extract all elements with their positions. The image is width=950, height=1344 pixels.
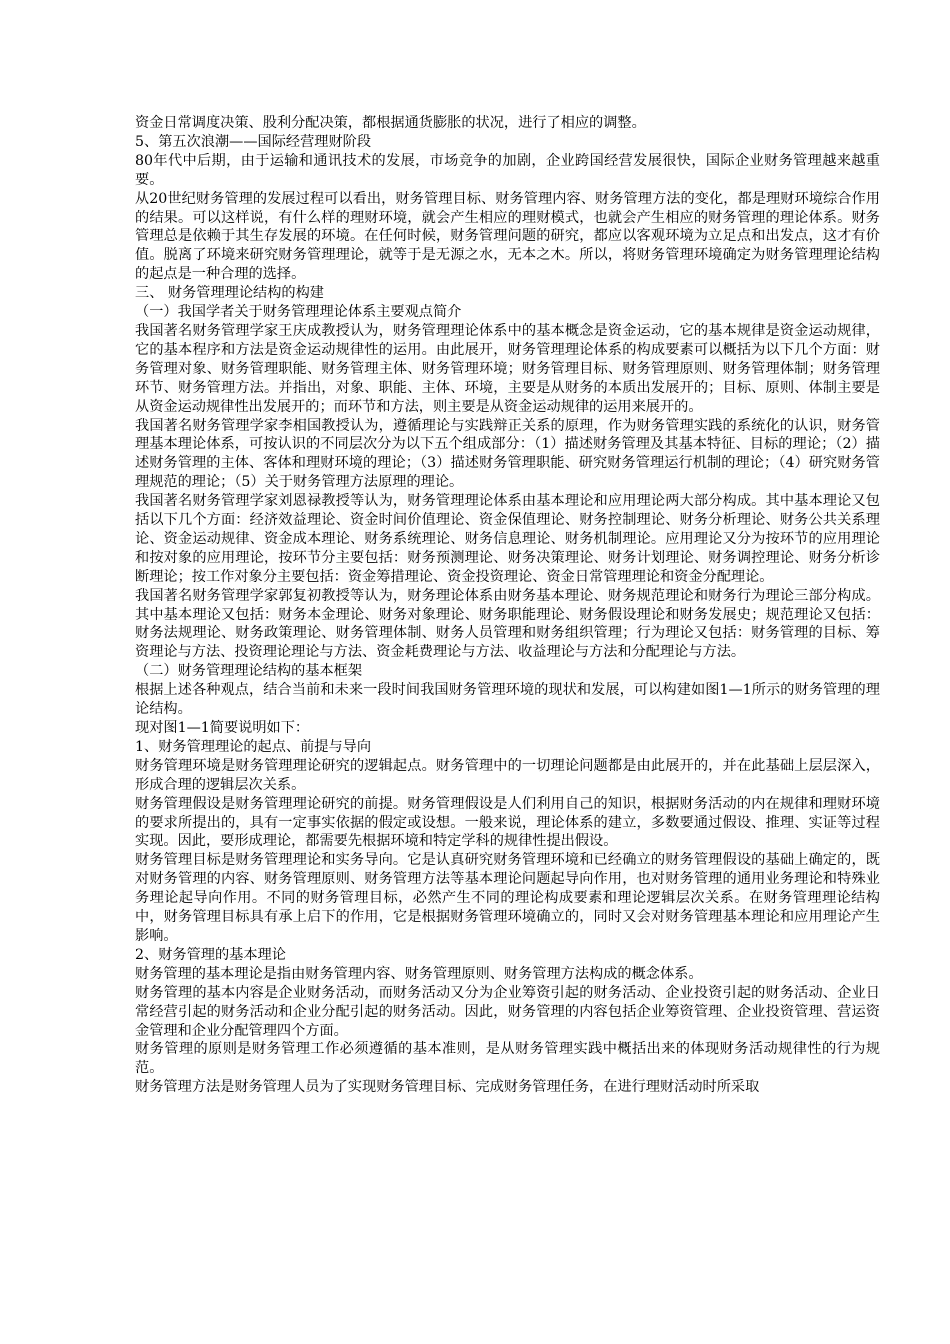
paragraph-1: 资金日常调度决策、股利分配决策，都根据通货膨胀的状况，进行了相应的调整。 bbox=[135, 115, 646, 131]
paragraph-9: 我国著名财务管理学家刘恩禄教授等认为，财务管理理论体系由基本理论和应用理论两大部分构成。其中基本理论又包括以下几个方面：经济效益理论、资金时间价值理论、资金保值理论、财务控制理论、财务分析理论、财务公共关系理论、资金运动规律、资金成本理论、财务系统理论、财务信息理论、财务机制理论。应用理论又分为按环节的应用理论和按对象的应用理论，按环节分主要包括：财务预测理论、财务决策理论、财务计划理论、财务调控理论、财务分析诊断理论；按工作对象分主要包括：资金筹措理论、资金投资理论、资金日常管理理论和资金分配理论。 bbox=[135, 493, 880, 585]
paragraph-3: 80年代中后期，由于运输和通讯技术的发展，市场竞争的加剧，企业跨国经营发展很快，国际企业财务管理越来越重要。 bbox=[135, 152, 880, 188]
paragraph-21: 财务管理的原则是财务管理工作必须遵循的基本准则，是从财务管理实践中概括出来的体现财务活动规律性的行为规范。 bbox=[135, 1041, 880, 1077]
paragraph-4: 从20世纪财务管理的发展过程可以看出，财务管理目标、财务管理内容、财务管理方法的变化，都是理财环境综合作用的结果。可以这样说，有什么样的理财环境，就会产生相应的理财模式，也就会产生相应的财务管理的理论体系。财务管理总是依赖于其生存发展的环境。在任何时候，财务管理问题的研究，都应以客观环境为立足点和出发点，这才有价值。脱离了环境来研究财务管理理论，就等于是无源之水，无本之木。所以，将财务管理环境确定为财务管理理论结构的起点是一种合理的选择。 bbox=[135, 190, 880, 283]
paragraph-22: 财务管理方法是财务管理人员为了实现财务管理目标、完成财务管理任务，在进行理财活动时所采取 bbox=[135, 1079, 760, 1096]
document-page bbox=[135, 114, 880, 1097]
section-heading-3: 三、 财务管理理论结构的构建 bbox=[135, 285, 324, 302]
item-heading-2: 2、财务管理的基本理论 bbox=[135, 946, 286, 963]
section-heading-fifth-wave: 5、第五次浪潮——国际经营理财阶段 bbox=[135, 133, 372, 150]
subsection-heading-1: （一）我国学者关于财务管理理论体系主要观点简介 bbox=[135, 304, 462, 321]
paragraph-15: 财务管理环境是财务管理理论研究的逻辑起点。财务管理中的一切理论问题都是由此展开的，并在此基础上层层深入，形成合理的逻辑层次关系。 bbox=[135, 757, 880, 793]
paragraph-8: 我国著名财务管理学家李相国教授认为，遵循理论与实践辩正关系的原理，作为财务管理实践的系统化的认识，财务管理基本理论体系，可按认识的不同层次分为以下五个组成部分：（1）描述财务管理及其基本特征、目标的理论；（2）描述财务管理的主体、客体和理财环境的理论；（3）描述财务管理职能、研究财务管理运行机制的理论；（4）研究财务管理规范的理论；（5）关于财务管理方法原理的理论。 bbox=[135, 417, 880, 491]
paragraph-16: 财务管理假设是财务管理理论研究的前提。财务管理假设是人们利用自己的知识，根据财务活动的内在规律和理财环境的要求所提出的，具有一定事实依据的假定或设想。一般来说，理论体系的建立，多数要通过假设、推理、实证等过程实现。因此，要形成理论，都需要先根据环境和特定学科的规律性提出假设。 bbox=[135, 795, 880, 850]
paragraph-19: 财务管理的基本理论是指由财务管理内容、财务管理原则、财务管理方法构成的概念体系。 bbox=[135, 965, 703, 982]
subsection-heading-2: （二）财务管理理论结构的基本框架 bbox=[135, 663, 363, 680]
paragraph-20: 财务管理的基本内容是企业财务活动，而财务活动又分为企业筹资引起的财务活动、企业投资引起的财务活动、企业日常经营引起的财务活动和企业分配引起的财务活动。因此，财务管理的内容包括企业筹资管理、企业投资管理、营运资金管理和企业分配管理四个方面。 bbox=[135, 984, 880, 1039]
paragraph-17: 财务管理目标是财务管理理论和实务导向。它是认真研究财务管理环境和已经确立的财务管理假设的基础上确定的，既对财务管理的内容、财务管理原则、财务管理方法等基本理论问题起导向作用，也对财务管理的通用业务理论和特殊业务理论起导向作用。不同的财务管理目标，必然产生不同的理论构成要素和理论逻辑层次关系。在财务管理理论结构中，财务管理目标具有承上启下的作用，它是根据财务管理环境确立的，同时又会对财务管理基本理论和应用理论产生影响。 bbox=[135, 852, 880, 944]
paragraph-13: 现对图1—1简要说明如下： bbox=[135, 720, 310, 736]
paragraph-7: 我国著名财务管理学家王庆成教授认为，财务管理理论体系中的基本概念是资金运动，它的基本规律是资金运动规律，它的基本程序和方法是资金运动规律性的运用。由此展开，财务管理理论体系的构成要素可以概括为以下几个方面：财务管理对象、财务管理职能、财务管理主体、财务管理环境；财务管理目标、财务管理原则、财务管理体制；财务管理环节、财务管理方法。并指出，对象、职能、主体、环境，主要是从财务的本质出发展开的；目标、原则、体制主要是从资金运动规律性出发展开的；而环节和方法，则主要是从资金运动规律的运用来展开的。 bbox=[135, 322, 880, 415]
item-heading-1: 1、财务管理理论的起点、前提与导向 bbox=[135, 738, 372, 755]
paragraph-12: 根据上述各种观点，结合当前和未来一段时间我国财务管理环境的现状和发展，可以构建如图1—1所示的财务管理的理论结构。 bbox=[135, 682, 880, 718]
paragraph-10: 我国著名财务管理学家郭复初教授等认为，财务理论体系由财务基本理论、财务规范理论和财务行为理论三部分构成。其中基本理论又包括：财务本金理论、财务对象理论、财务职能理论、财务假设理论和财务发展史；规范理论又包括：财务法规理论、财务政策理论、财务管理体制、财务人员管理和财务组织管理；行为理论又包括：财务管理的目标、筹资理论与方法、投资理论理论与方法、资金耗费理论与方法、收益理论与方法和分配理论与方法。 bbox=[135, 587, 880, 661]
